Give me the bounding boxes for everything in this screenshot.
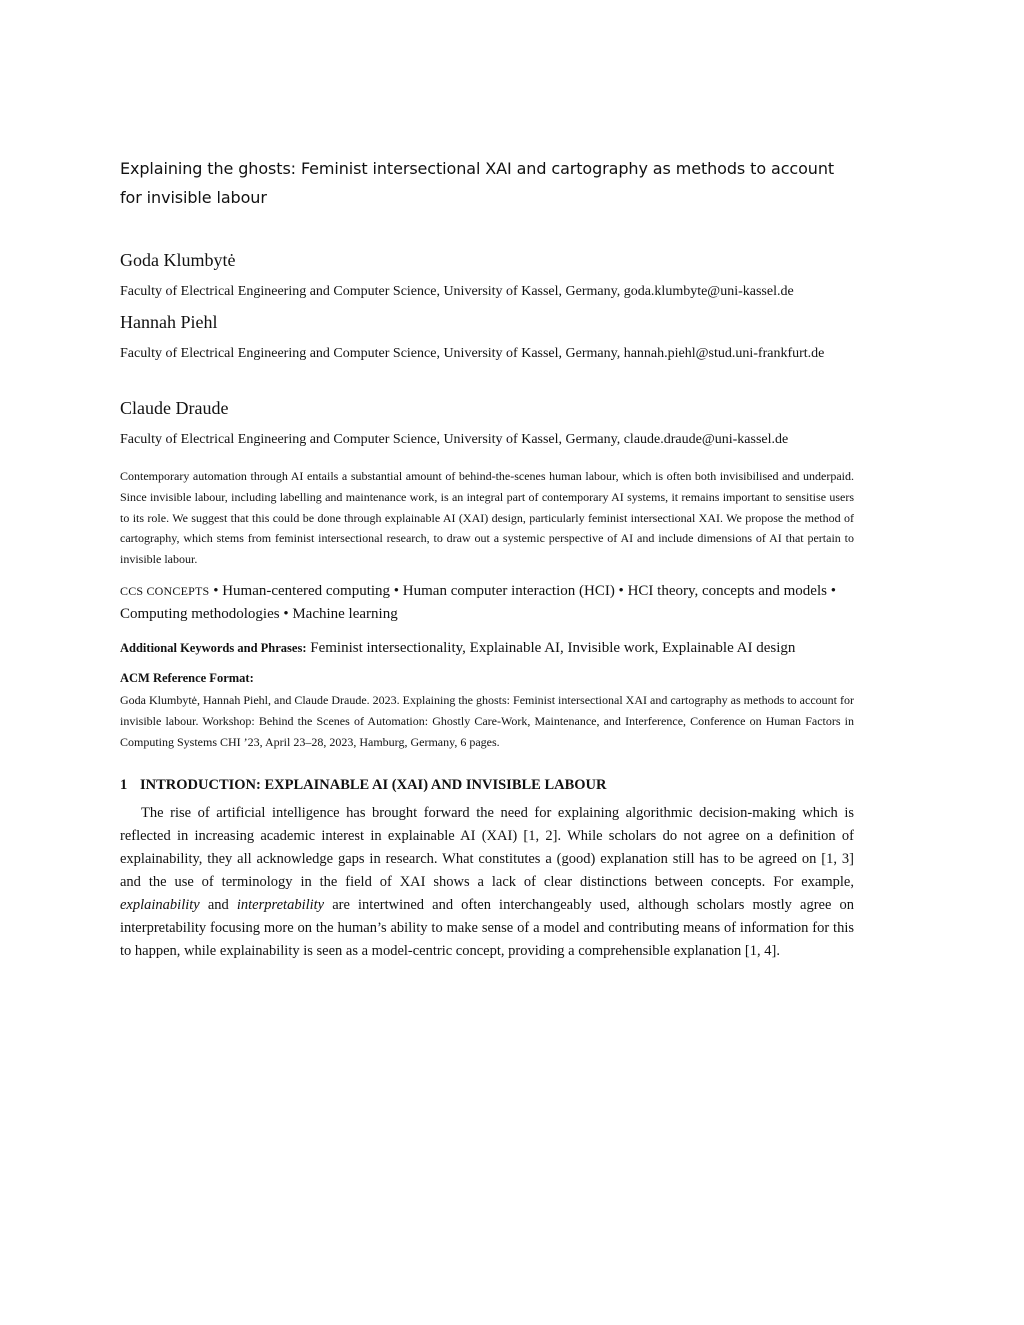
paragraph-text: The rise of artificial intelligence has brought forward the need for explaining algorithmic decision-making which is reflected in increasing academic interest in explainable AI (XAI) [1, 2]. While scholars do not agree on a definition of explainability, they all acknowledge gaps in research. What constitutes a (good) explanation still has to be agreed on [1, 3] and the use of terminology in the field of XAI shows a lack of clear distinctions between concepts. For example, — [120, 805, 854, 890]
section-number: 1 — [120, 777, 128, 793]
author-name: Claude Draude — [120, 398, 229, 418]
author-name: Hannah Piehl — [120, 312, 218, 332]
paragraph-text: are intertwined and often interchangeably used, although scholars mostly agree on interpretability focusing more on the human’s ability to make sense of a model and contributing means of information for this to happen, while explainability is seen as a model-centric concept, providing a comprehensible explanation [1, 4]. — [120, 897, 855, 959]
author-affiliation: Faculty of Electrical Engineering and Computer Science, University of Kassel, Germany, claude.draude@uni-kassel.de — [120, 432, 789, 447]
keywords-text: Feminist intersectionality, Explainable AI, Invisible work, Explainable AI design — [306, 640, 796, 656]
keywords — [120, 638, 854, 658]
body-paragraph — [120, 802, 854, 963]
paper-title: Explaining the ghosts: Feminist intersectional XAI and cartography as methods to account for invisible labour — [120, 159, 835, 207]
section-heading — [120, 775, 854, 795]
ccs-label: CCS CONCEPTS — [120, 584, 210, 598]
section-title: INTRODUCTION: EXPLAINABLE AI (XAI) AND INVISIBLE LABOUR — [140, 777, 607, 793]
author-affiliation: Faculty of Electrical Engineering and Computer Science, University of Kassel, Germany, hannah.piehl@stud.uni-frankfurt.de — [120, 346, 825, 361]
acm-reference-heading: ACM Reference Format: — [120, 671, 254, 685]
term-explainability: explainability — [120, 897, 200, 913]
conjunction-text: and — [199, 897, 237, 913]
acm-reference-text: Goda Klumbytė, Hannah Piehl, and Claude Draude. 2023. Explaining the ghosts: Feminist intersectional XAI and cartography as methods to account for invisible labour. Workshop: Behind the Scenes of Automation: Ghostly Care-Work, Maintenance, and Interference, Conference on Human Factors in Computing Systems CHI ’23, April 23–28, 2023, Hamburg, Germany, 6 pages. — [120, 693, 854, 749]
ccs-concepts — [120, 580, 854, 626]
term-interpretability: interpretability — [236, 897, 325, 913]
author-affiliation: Faculty of Electrical Engineering and Computer Science, University of Kassel, Germany, goda.klumbyte@uni-kassel.de — [120, 284, 794, 299]
abstract: Contemporary automation through AI entails a substantial amount of behind-the-scenes human labour, which is often both invisibilised and underpaid. Since invisible labour, including labelling and maintenance work, is an integral part of contemporary AI systems, it remains important to sensitise users to its role. We suggest that this could be done through explainable AI (XAI) design, particularly feminist intersectional XAI. We propose the method of cartography, which stems from feminist intersectional research, to draw out a systemic perspective of AI and include dimensions of AI that pertain to invisible labour. — [120, 469, 854, 567]
keywords-label: Additional Keywords and Phrases: — [120, 641, 307, 655]
ccs-text: • Human-centered computing • Human computer interaction (HCI) • HCI theory, concepts and models • Computing methodologies • Machine learning — [120, 583, 836, 622]
author-name: Goda Klumbytė — [120, 250, 236, 270]
